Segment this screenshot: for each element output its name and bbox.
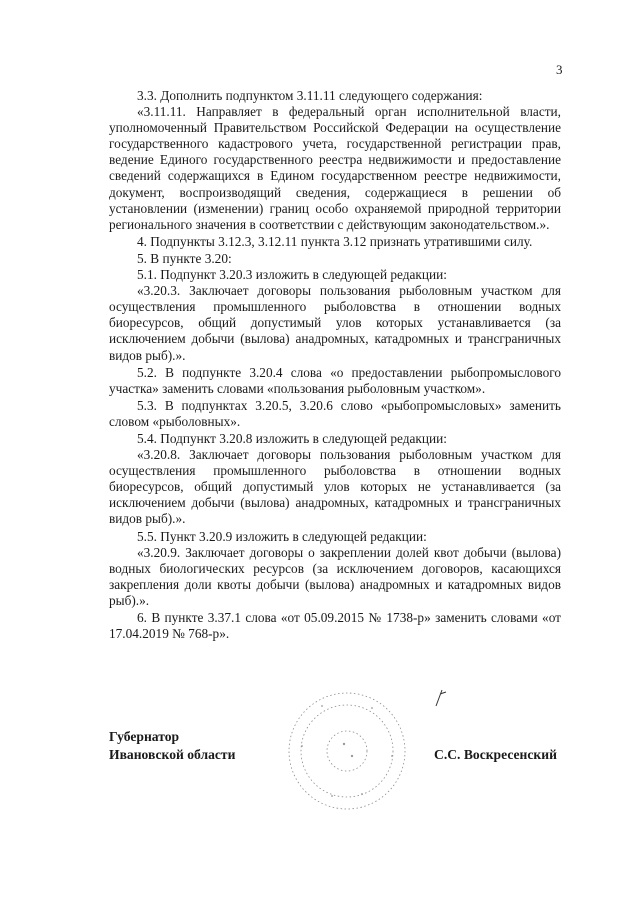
page-number: 3 bbox=[556, 62, 563, 77]
paragraph-6: 6. В пункте 3.37.1 слова «от 05.09.2015 № 1738-р» заменить словами «от 17.04.2019 № 768-р». bbox=[109, 610, 561, 642]
paragraph-5-4: 5.4. Подпункт 3.20.8 изложить в следующей редакции: bbox=[137, 430, 447, 446]
document-body bbox=[109, 88, 561, 642]
paragraph-3-20-9: «3.20.9. Заключает договоры о закреплении долей квот добычи (вылова) водных биологических ресурсов (за исключением договоров, касающихся закрепления доли квоты добычи (вылова) анадромных и катадромных видов рыб).». bbox=[109, 544, 561, 608]
paragraph-5: 5. В пункте 3.20: bbox=[137, 250, 232, 266]
paragraph-3-3: 3.3. Дополнить подпунктом 3.11.11 следующего содержания: bbox=[137, 88, 483, 103]
paragraph-5-5: 5.5. Пункт 3.20.9 изложить в следующей редакции: bbox=[137, 528, 427, 544]
paragraph-3-20-3: «3.20.3. Заключает договоры пользования рыболовным участком для осуществления промышленного рыболовства в отношении водных биоресурсов, общий допустимый улов которых устанавливается (за исключением добычи (вылова) анадромных, катадромных и трансграничных видов рыб).». bbox=[109, 283, 561, 363]
signatory-position bbox=[109, 728, 235, 764]
official-stamp bbox=[262, 686, 432, 816]
signatory-region: Ивановской области bbox=[109, 747, 236, 762]
signatory-title: Губернатор bbox=[109, 729, 180, 744]
paragraph-4: 4. Подпункты 3.12.3, 3.12.11 пункта 3.12 признать утратившими силу. bbox=[137, 233, 533, 249]
paragraph-3-20-8: «3.20.8. Заключает договоры пользования рыболовным участком для осуществления промышленного рыболовства в отношении водных биоресурсов, общий допустимый улов которых не устанавливается (за исключением добычи (вылова) анадромных, катадромных и трансграничных видов рыб).». bbox=[109, 447, 561, 527]
paragraph-5-1: 5.1. Подпункт 3.20.3 изложить в следующей редакции: bbox=[137, 267, 447, 283]
signatory-name: С.С. Воскресенский bbox=[434, 747, 557, 762]
paragraph-5-3: 5.3. В подпунктах 3.20.5, 3.20.6 слово «рыбопромысловых» заменить словом «рыболовных». bbox=[109, 397, 561, 429]
signature-scribble bbox=[424, 686, 454, 710]
paragraph-3-11-11: «3.11.11. Направляет в федеральный орган исполнительной власти, уполномоченный Правительством Российской Федерации на осуществление государственного кадастрового учета, государственной регистрации прав, ведение Единого государственного реестра недвижимости и предоставление сведений содержащихся в Едином государственном реестре недвижимости, документ, воспроизводящий сведения, содержащиеся в решении об установлении (изменении) границ особо охраняемой природной территории регионального значения в соответствии с действующим законодательством.». bbox=[109, 104, 561, 232]
paragraph-5-2: 5.2. В подпункте 3.20.4 слова «о предоставлении рыбопромыслового участка» заменить словами «пользования рыболовным участком». bbox=[109, 364, 561, 396]
